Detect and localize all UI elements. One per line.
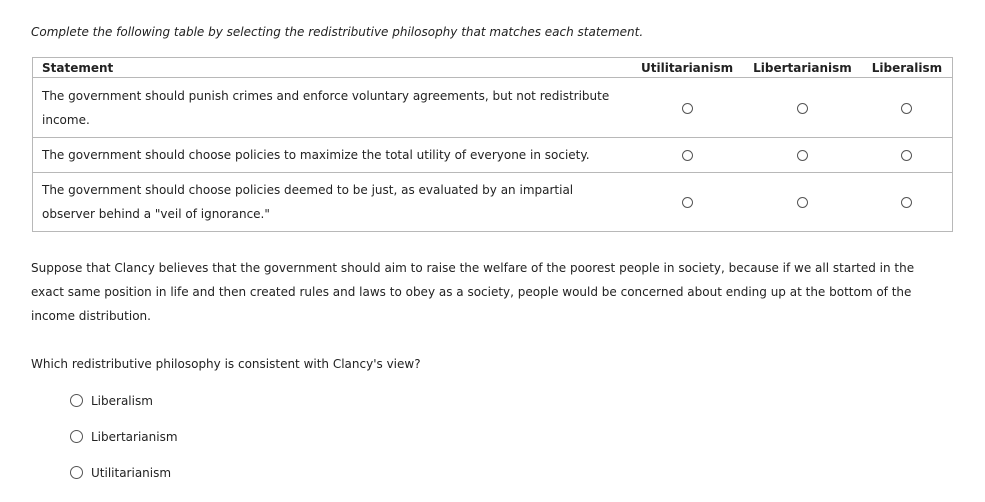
statement-text: The government should choose policies to maximize the total utility of everyone in society. [33, 138, 632, 173]
row2-libertarianism-radio[interactable] [797, 150, 808, 161]
row1-libertarianism-radio[interactable] [797, 103, 808, 114]
choice-utilitarianism-radio[interactable] [70, 466, 83, 479]
row3-libertarianism-radio[interactable] [797, 197, 808, 208]
header-liberalism: Liberalism [862, 58, 953, 78]
table-header-row [33, 58, 953, 78]
row1-libertarianism-cell [743, 78, 862, 138]
header-utilitarianism: Utilitarianism [631, 58, 743, 78]
row3-liberalism-cell [862, 173, 953, 232]
table-row [33, 173, 953, 232]
choice-liberalism-radio[interactable] [70, 394, 83, 407]
row2-libertarianism-cell [743, 138, 862, 173]
row2-liberalism-cell [862, 138, 953, 173]
header-libertarianism: Libertarianism [743, 58, 862, 78]
header-statement: Statement [33, 58, 632, 78]
scenario-paragraph: Suppose that Clancy believes that the government should aim to raise the welfare of the poorest people in society, because if we all started in the exact same position in life and then created rules and laws to obey as a society, people would be concerned about ending up at the bottom of the income distribution. [31, 261, 915, 323]
answer-choices [70, 394, 178, 502]
row3-liberalism-radio[interactable] [901, 197, 912, 208]
row3-utilitarianism-radio[interactable] [682, 197, 693, 208]
row3-libertarianism-cell [743, 173, 862, 232]
choice-label: Utilitarianism [91, 466, 172, 480]
philosophy-matching-table [32, 57, 953, 232]
row2-utilitarianism-radio[interactable] [682, 150, 693, 161]
choice-utilitarianism[interactable] [70, 466, 178, 502]
choice-label: Libertarianism [91, 430, 178, 444]
question-text: Which redistributive philosophy is consistent with Clancy's view? [31, 357, 421, 371]
statement-text: The government should choose policies deemed to be just, as evaluated by an impartial observer behind a "veil of ignorance." [33, 173, 632, 232]
row2-liberalism-radio[interactable] [901, 150, 912, 161]
row1-utilitarianism-radio[interactable] [682, 103, 693, 114]
row2-utilitarianism-cell [631, 138, 743, 173]
choice-liberalism[interactable] [70, 394, 178, 430]
choice-label: Liberalism [91, 394, 153, 408]
table-row [33, 78, 953, 138]
row1-liberalism-radio[interactable] [901, 103, 912, 114]
row1-utilitarianism-cell [631, 78, 743, 138]
statement-text: The government should punish crimes and enforce voluntary agreements, but not redistribute income. [33, 78, 632, 138]
choice-libertarianism[interactable] [70, 430, 178, 466]
row3-utilitarianism-cell [631, 173, 743, 232]
instruction-text: Complete the following table by selecting the redistributive philosophy that matches each statement. [31, 25, 644, 39]
row1-liberalism-cell [862, 78, 953, 138]
choice-libertarianism-radio[interactable] [70, 430, 83, 443]
table-row [33, 138, 953, 173]
